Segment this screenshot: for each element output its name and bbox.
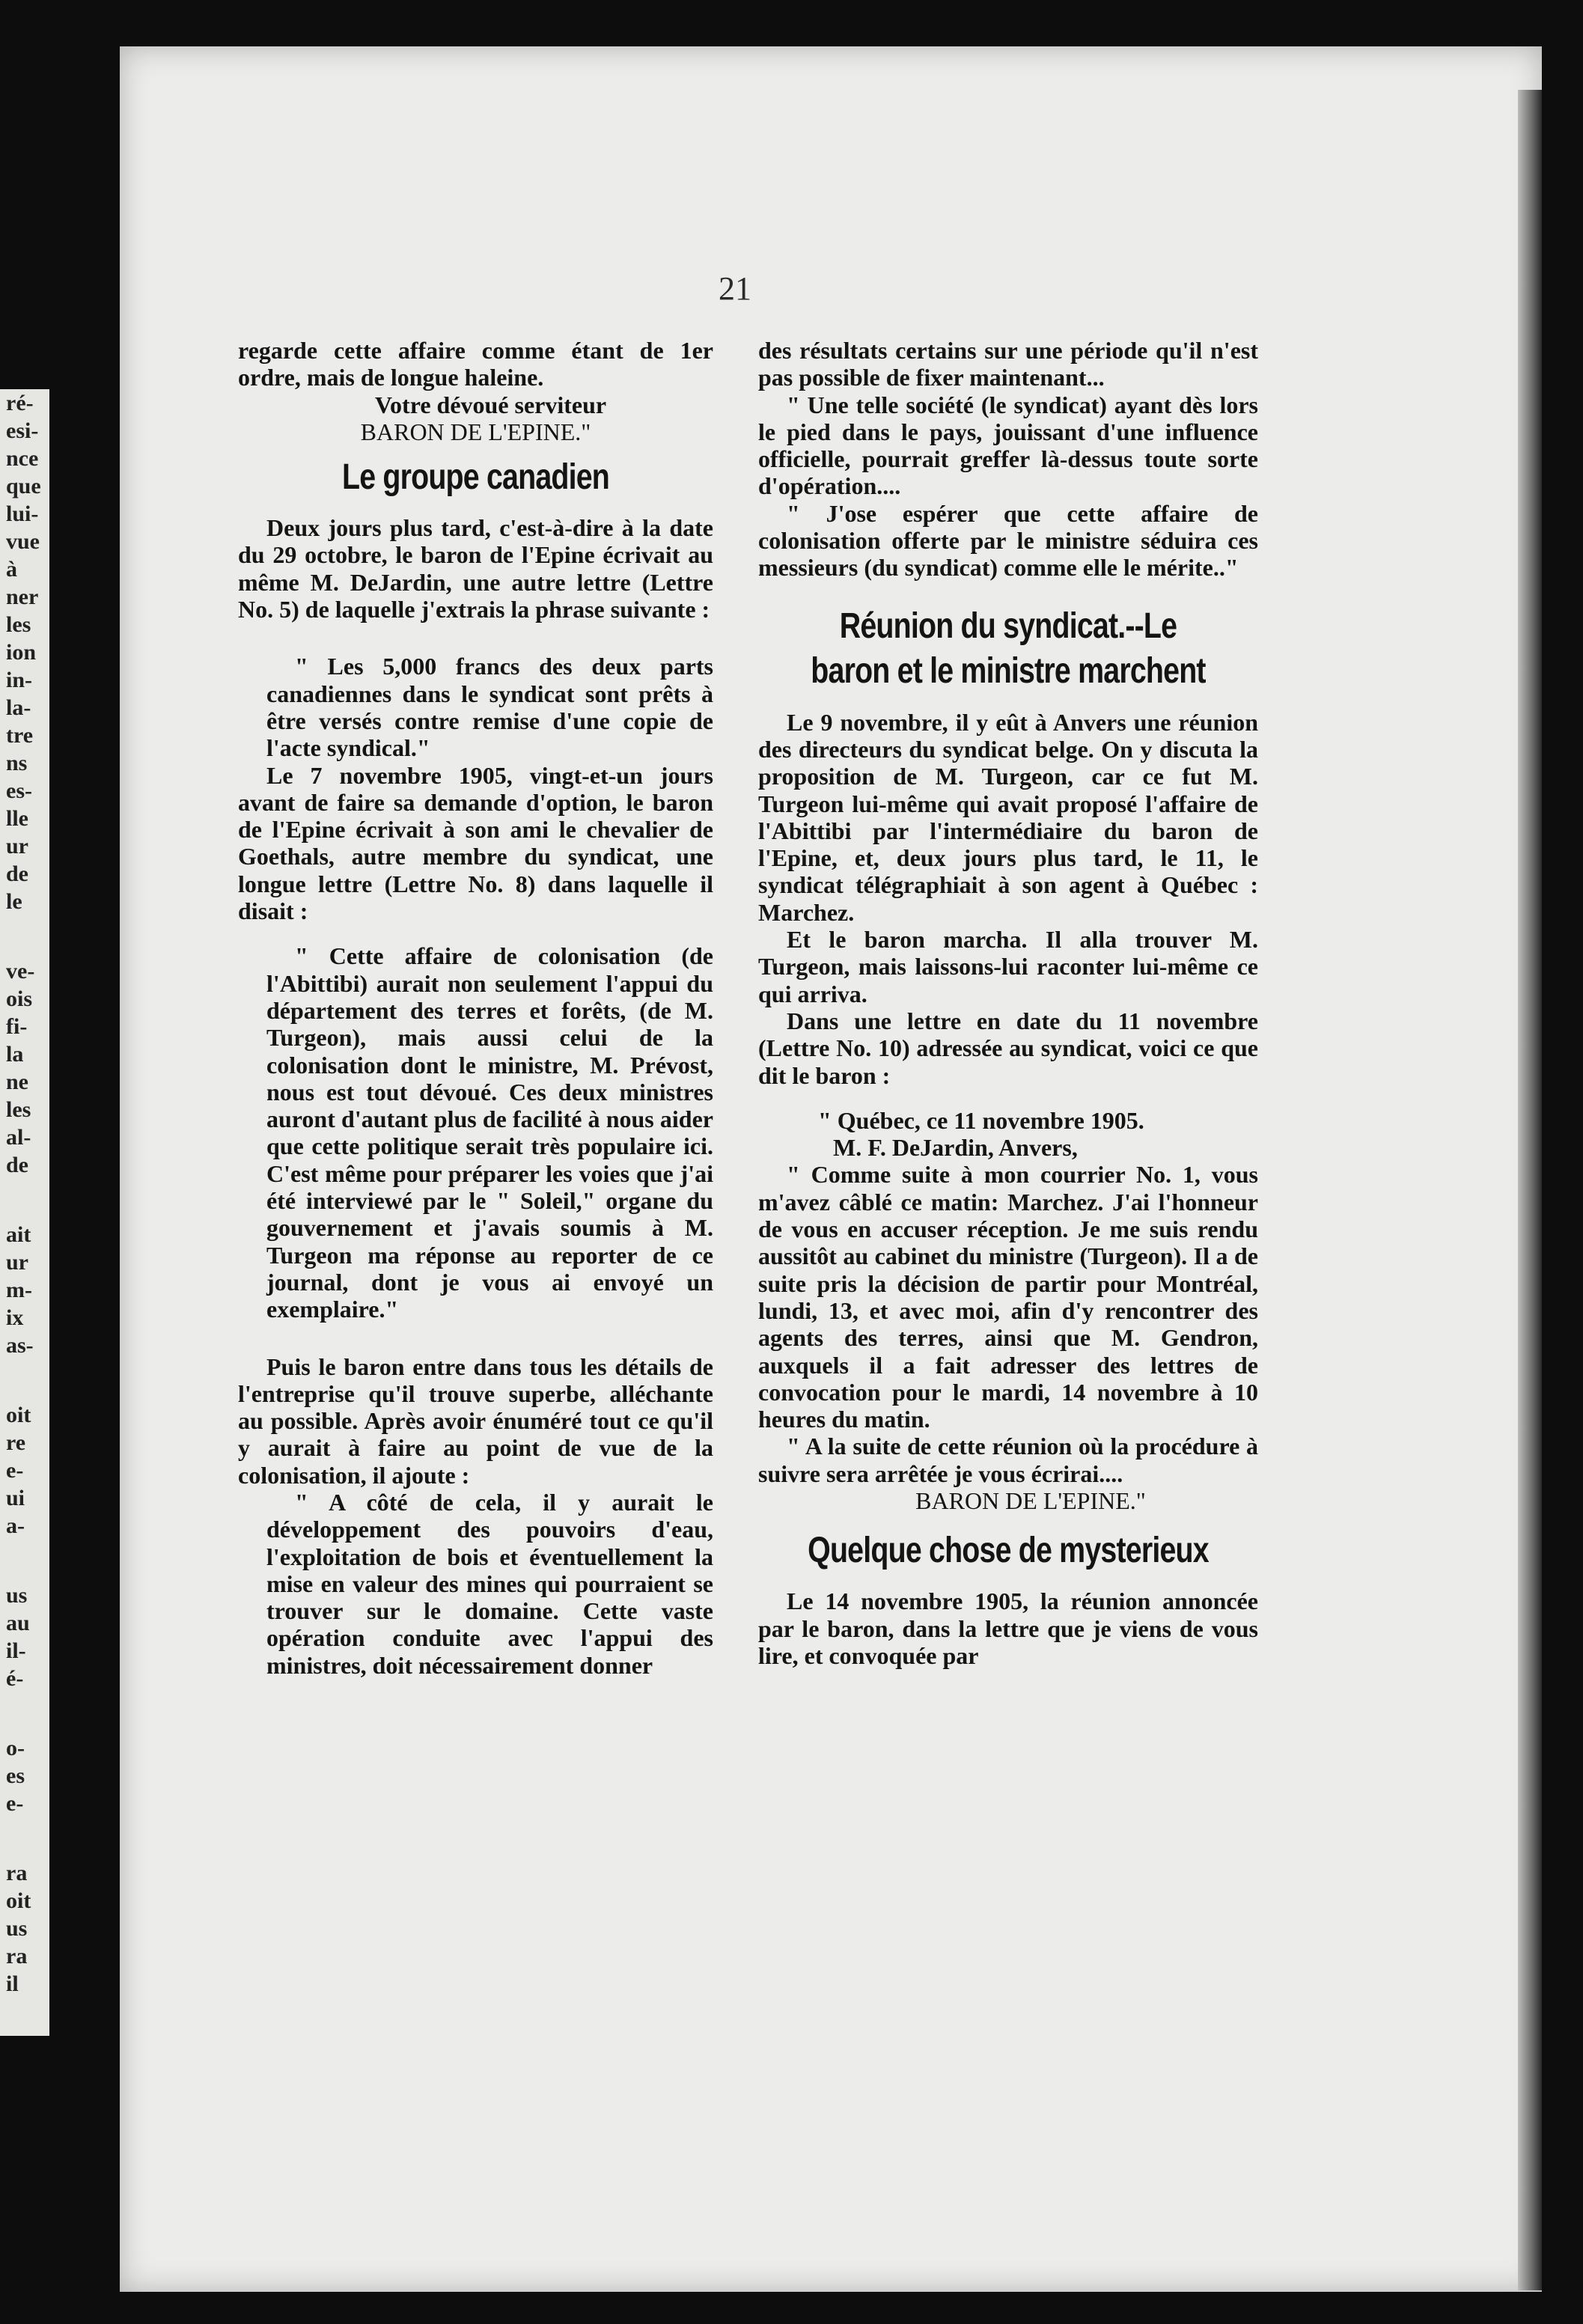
quotation: " Cette affaire de colonisation (de l'Abittibi) aurait non seulement l'appui du département des terres et forêts, (de M. Turgeon), mais aussi celui de la colonisation dont le ministre, M. Prévost, nous est tout dévoué. Ces deux ministres auront d'autant plus de facilité à nous aider que cette politique serait très populaire ici. C'est même pour préparer les voies que j'ai été interviewé par le " Soleil," organe du gouvernement et j'avais soumis à M. Turgeon ma réponse au reporter de ce journal, dont je vous ai envoyé un exemplaire." bbox=[266, 942, 713, 1323]
previous-page-fragment: ve- bbox=[6, 959, 35, 983]
quotation: " J'ose espérer que cette affaire de colonisation offerte par le ministre séduira ces messieurs (du syndicat) comme elle le mérite.." bbox=[758, 499, 1258, 582]
paragraph: Dans une lettre en date du 11 novembre (Lettre No. 10) adressée au syndicat, voici ce que dit le baron : bbox=[758, 1007, 1258, 1089]
previous-page-fragment: lui- bbox=[6, 501, 39, 526]
previous-page-fragment: de bbox=[6, 861, 28, 886]
previous-page-fragment: nce bbox=[6, 446, 39, 471]
previous-page-fragment: lle bbox=[6, 806, 28, 831]
previous-page-fragment: ner bbox=[6, 585, 39, 609]
previous-page-fragment: oit bbox=[6, 1403, 31, 1427]
previous-page-edge bbox=[0, 389, 49, 2036]
previous-page-fragment: tre bbox=[6, 723, 34, 748]
previous-page-fragment: in- bbox=[6, 668, 33, 692]
previous-page-fragment: ui bbox=[6, 1486, 25, 1510]
previous-page-fragment: oit bbox=[6, 1888, 31, 1913]
previous-page-fragment: ion bbox=[6, 640, 37, 665]
previous-page-fragment: al- bbox=[6, 1125, 31, 1150]
paragraph: Puis le baron entre dans tous les détails de l'entreprise qu'il trouve superbe, alléchante au possible. Après avoir énuméré tout ce qu'il y aurait à faire au point de vue de la colonisation, il ajoute : bbox=[238, 1352, 713, 1489]
letter-body: " Comme suite à mon courrier No. 1, vous m'avez câblé ce matin: Marchez. J'ai l'honneur de vous en accuser réception. Je me suis rendu aussitôt au cabinet du ministre (Turgeon). Il a de suite pris la décision de partir pour Montréal, lundi, 13, et avec moi, afin d'y rencontrer des agents des terres, ainsi que M. Gendron, auxquels il a fait adresser des lettres de convocation pour le mardi, 14 novembre à 10 heures du matin. bbox=[758, 1161, 1258, 1433]
previous-page-fragment: ois bbox=[6, 986, 33, 1011]
previous-page-fragment: ré- bbox=[6, 391, 34, 415]
paragraph: Et le baron marcha. Il alla trouver M. Turgeon, mais laissons-lui raconter lui-même ce qui arriva. bbox=[758, 926, 1258, 1007]
paragraph: Deux jours plus tard, c'est-à-dire à la date du 29 octobre, le baron de l'Epine écrivait au même M. DeJardin, une autre lettre (Lettre No. 5) de laquelle j'extrais la phrase suivante : bbox=[238, 514, 713, 623]
previous-page-fragment: o- bbox=[6, 1736, 25, 1760]
previous-page-fragment: esi- bbox=[6, 418, 39, 443]
letter-closing: Votre dévoué serviteur bbox=[374, 391, 607, 418]
previous-page-fragment: ra bbox=[6, 1944, 28, 1968]
paragraph: Le 9 novembre, il y eût à Anvers une réunion des directeurs du syndicat belge. On y discuta la proposition de M. Turgeon, car ce fut M. Turgeon lui-même qui avait proposé l'affaire de l'Abittibi par l'intermédiaire du baron de l'Epine, et, deux jours plus tard, le 11, le syndicat télégraphiait à son agent à Québec : Marchez. bbox=[758, 708, 1258, 926]
paragraph: des résultats certains sur une période qu'il n'est pas possible de fixer maintenant... bbox=[758, 337, 1258, 391]
signature: BARON DE L'EPINE." bbox=[360, 418, 591, 445]
previous-page-fragment: us bbox=[6, 1916, 28, 1941]
letter-date: " Québec, ce 11 novembre 1905. bbox=[818, 1106, 1144, 1134]
paragraph: regarde cette affaire comme étant de 1er ordre, mais de longue haleine. bbox=[238, 337, 713, 391]
letter-body: " A la suite de cette réunion où la procédure à suivre sera arrêtée je vous écrirai.... bbox=[758, 1433, 1258, 1487]
previous-page-fragment: ur bbox=[6, 1250, 28, 1275]
section-heading: Le groupe canadien bbox=[341, 457, 610, 498]
quotation: " Les 5,000 francs des deux parts canadiennes dans le syndicat sont prêts à être versés contre remise d'une copie de l'acte syndical." bbox=[266, 653, 713, 762]
previous-page-fragment: vue bbox=[6, 529, 40, 554]
previous-page-fragment: ix bbox=[6, 1305, 24, 1330]
right-column bbox=[758, 337, 1258, 1669]
section-heading: Réunion du syndicat.--Le baron et le ministre marchent bbox=[811, 606, 1206, 691]
signature: BARON DE L'EPINE." bbox=[915, 1486, 1146, 1514]
previous-page-fragment: as- bbox=[6, 1333, 34, 1358]
previous-page-fragment: il- bbox=[6, 1638, 26, 1663]
section-heading: Quelque chose de mysterieux bbox=[808, 1531, 1209, 1571]
previous-page-fragment: re bbox=[6, 1430, 26, 1455]
previous-page-fragment: ra bbox=[6, 1861, 28, 1885]
previous-page-fragment: us bbox=[6, 1583, 28, 1608]
previous-page-fragment: la bbox=[6, 1042, 24, 1067]
paragraph: Le 7 novembre 1905, vingt-et-un jours avant de faire sa demande d'option, le baron de l'Epine écrivait à son ami le chevalier de Goethals, autre membre du syndicat, une longue lettre (Lettre No. 8) dans laquelle il disait : bbox=[238, 761, 713, 925]
quotation: " A côté de cela, il y aurait le développement des pouvoirs d'eau, l'exploitation de bois et éventuellement la mise en valeur des mines qui pourraient se trouver sur le domaine. Cette vaste opération conduite avec l'appui des ministres, doit nécessairement donner bbox=[266, 1488, 713, 1679]
previous-page-fragment: ne bbox=[6, 1070, 28, 1094]
previous-page-fragment: il bbox=[6, 1971, 19, 1996]
previous-page-fragment: la- bbox=[6, 695, 31, 720]
quotation: " Une telle société (le syndicat) ayant dès lors le pied dans le pays, jouissant d'une influence officielle, pourrait greffer là-dessus toute sorte d'opération.... bbox=[758, 391, 1258, 500]
previous-page-fragment: les bbox=[6, 1097, 31, 1122]
previous-page-fragment: que bbox=[6, 474, 41, 498]
previous-page-fragment: fi- bbox=[6, 1014, 28, 1039]
previous-page-fragment: é- bbox=[6, 1666, 24, 1691]
previous-page-fragment: au bbox=[6, 1611, 30, 1635]
letter-addressee: M. F. DeJardin, Anvers, bbox=[833, 1134, 1078, 1162]
previous-page-fragment: ait bbox=[6, 1222, 31, 1247]
previous-page-fragment: e- bbox=[6, 1458, 24, 1483]
previous-page-fragment: es- bbox=[6, 778, 32, 803]
page-edge-shadow bbox=[1518, 90, 1542, 2290]
page-number: 21 bbox=[719, 270, 751, 307]
previous-page-fragment: le bbox=[6, 889, 22, 914]
left-column bbox=[238, 337, 713, 1679]
previous-page-fragment: m- bbox=[6, 1278, 32, 1302]
paragraph: Le 14 novembre 1905, la réunion annoncée par le baron, dans la lettre que je viens de vous lire, et convoquée par bbox=[758, 1588, 1258, 1669]
previous-page-fragment: es bbox=[6, 1763, 25, 1788]
previous-page-fragment: à bbox=[6, 557, 17, 582]
previous-page-fragment: e- bbox=[6, 1791, 24, 1816]
previous-page-fragment: a- bbox=[6, 1513, 25, 1538]
previous-page-fragment: de bbox=[6, 1153, 28, 1177]
previous-page-fragment: les bbox=[6, 612, 31, 637]
previous-page-fragment: ur bbox=[6, 834, 28, 858]
previous-page-fragment: ns bbox=[6, 751, 28, 775]
